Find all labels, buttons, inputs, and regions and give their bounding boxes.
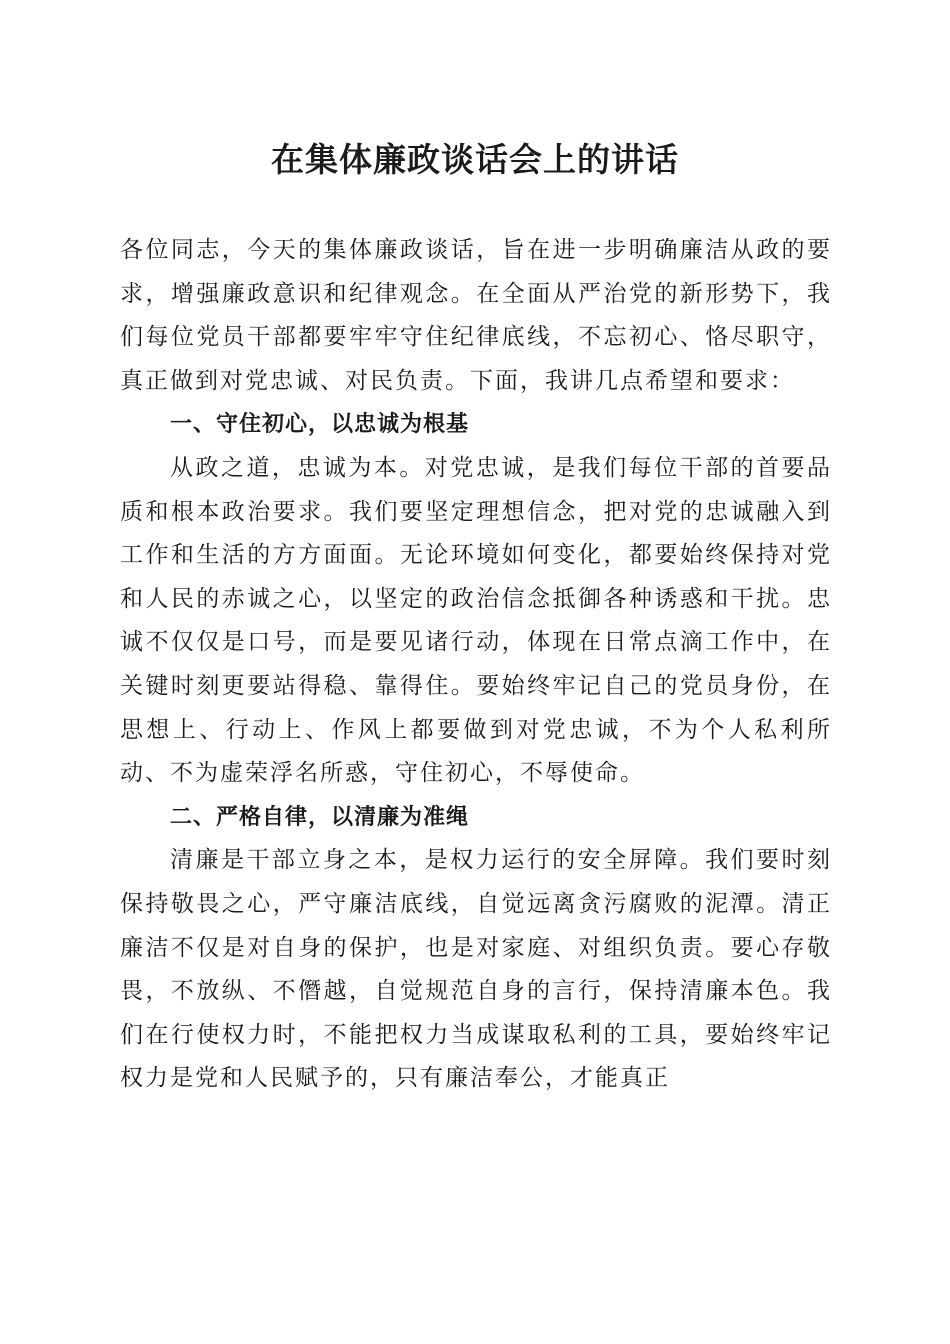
section-heading-1: 一、守住初心，以忠诚为根基 (170, 412, 470, 438)
section-paragraph-2: 清廉是干部立身之本，是权力运行的安全屏障。我们要时刻保持敬畏之心，严守廉洁底线，自觉远离贪污腐败的泥潭。清正廉洁不仅是对自身的保护，也是对家庭、对组织负责。要心存敬畏，不放纵、不僭越，自觉规范自身的言行，保持清廉本色。我们在行使权力时，不能把权力当成谋取私利的工具，要始终牢记权力是党和人民赋予的，只有廉洁奉公，才能真正 (120, 847, 832, 1092)
intro-paragraph: 各位同志，今天的集体廉政谈话，旨在进一步明确廉洁从政的要求，增强廉政意识和纪律观念。在全面从严治党的新形势下，我们每位党员干部都要牢牢守住纪律底线，不忘初心、恪尽职守，真正做到对党忠诚、对民负责。下面，我讲几点希望和要求： (120, 237, 832, 394)
document-body (120, 229, 832, 1101)
section-heading-2: 二、严格自律，以清廉为准绳 (170, 804, 470, 830)
section-paragraph-1: 从政之道，忠诚为本。对党忠诚，是我们每位干部的首要品质和根本政治要求。我们要坚定理想信念，把对党的忠诚融入到工作和生活的方方面面。无论环境如何变化，都要始终保持对党和人民的赤诚之心，以坚定的政治信念抵御各种诱惑和干扰。忠诚不仅仅是口号，而是要见诸行动，体现在日常点滴工作中，在关键时刻更要站得稳、靠得住。要始终牢记自己的党员身份，在思想上、行动上、作风上都要做到对党忠诚，不为个人私利所动、不为虚荣浮名所惑，守住初心，不辱使命。 (120, 454, 832, 787)
page-title: 在集体廉政谈话会上的讲话 (271, 140, 679, 179)
